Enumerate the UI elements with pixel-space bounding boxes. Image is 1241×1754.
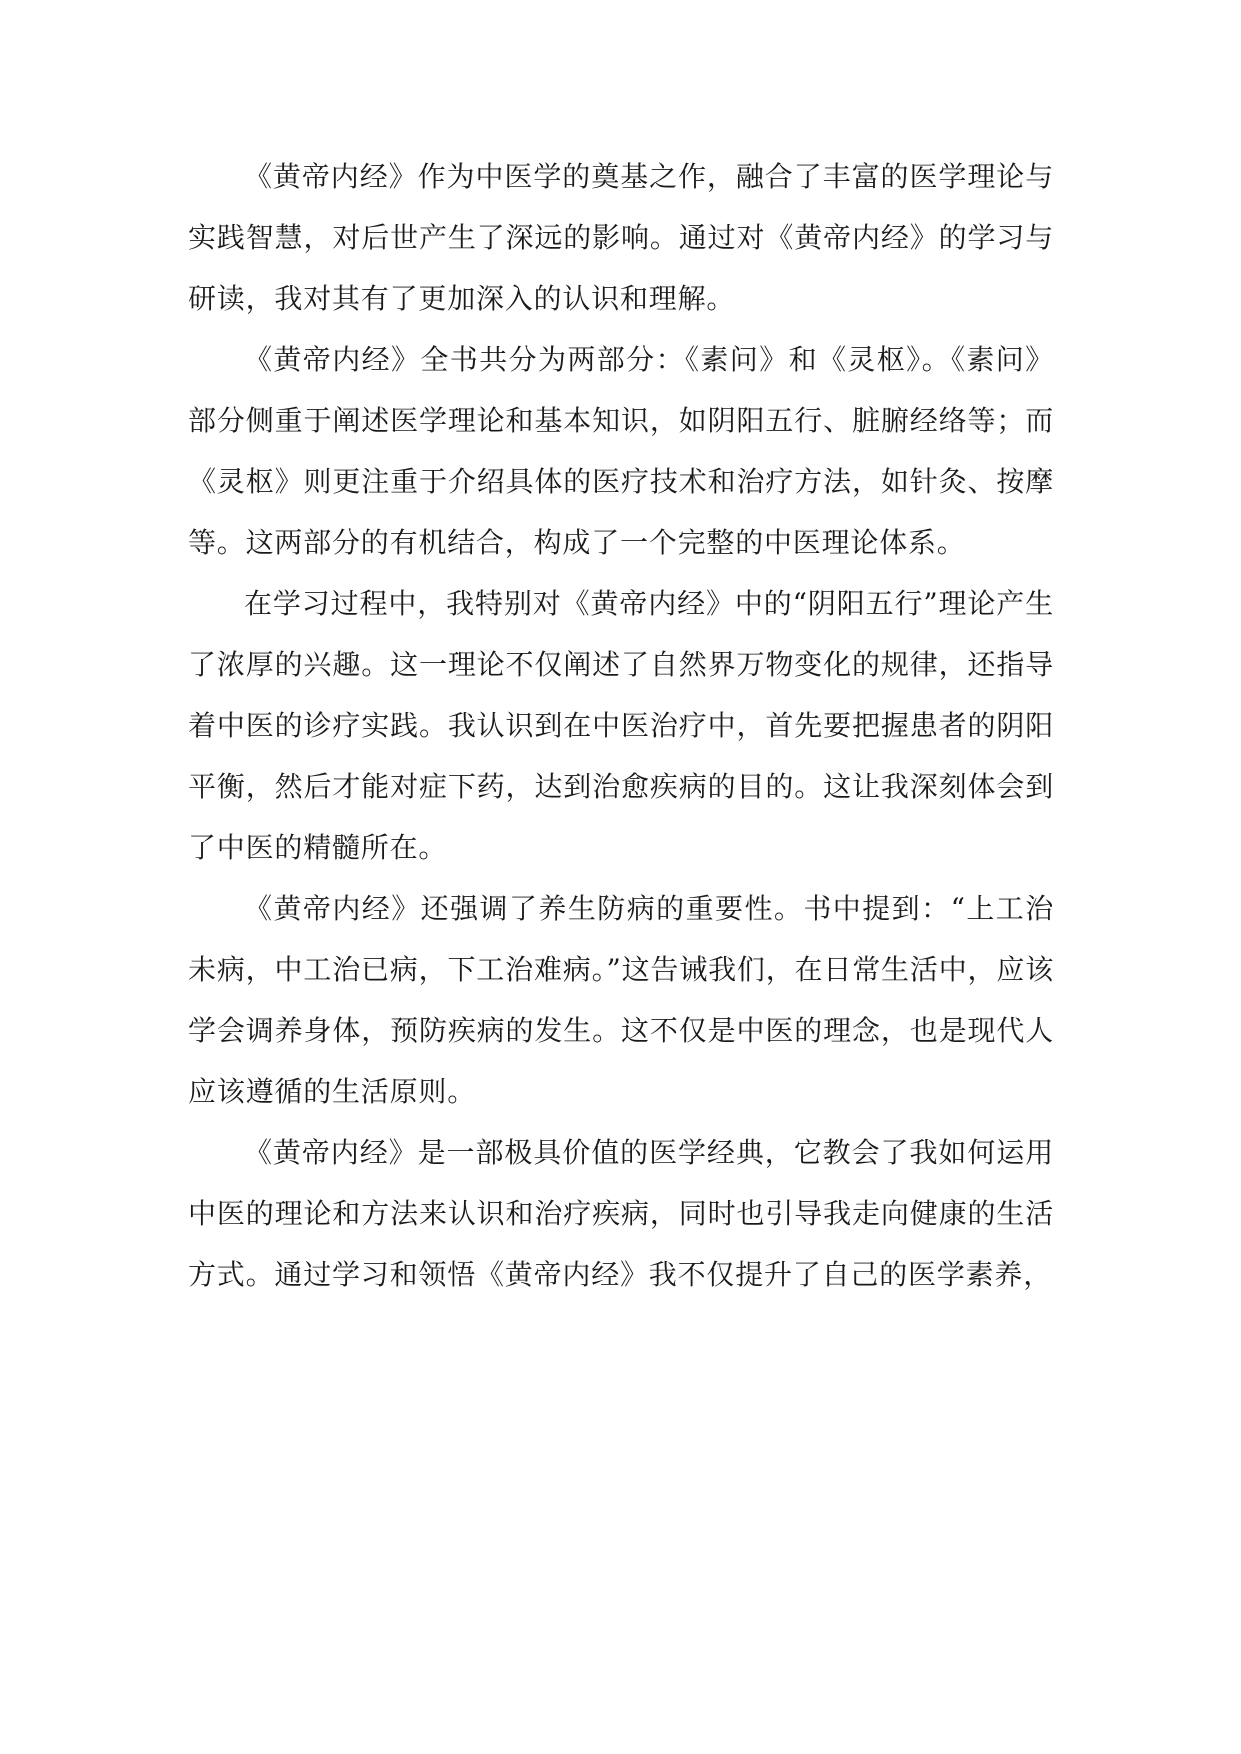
paragraph-structure: 《黄帝内经》全书共分为两部分：《素问》和《灵枢》。《素问》部分侧重于阐述医学理论和基本知识，如阴阳五行、脏腑经络等；而《灵枢》则更注重于介绍具体的医疗技术和治疗方法，如针灸、按摩等。这两部分的有机结合，构成了一个完整的中医理论体系。 bbox=[188, 343, 1054, 559]
paragraph-intro: 《黄帝内经》作为中医学的奠基之作，融合了丰富的医学理论与实践智慧，对后世产生了深远的影响。通过对《黄帝内经》的学习与研读，我对其有了更加深入的认识和理解。 bbox=[188, 160, 1054, 315]
paragraph-prevention: 《黄帝内经》还强调了养生防病的重要性。书中提到：“上工治未病，中工治已病，下工治难病。”这告诫我们，在日常生活中，应该学会调养身体，预防疾病的发生。这不仅是中医的理念，也是现代人应该遵循的生活原则。 bbox=[188, 892, 1054, 1108]
document-body bbox=[188, 146, 1054, 1305]
paragraph-conclusion: 《黄帝内经》是一部极具价值的医学经典，它教会了我如何运用中医的理论和方法来认识和治疗疾病，同时也引导我走向健康的生活方式。通过学习和领悟《黄帝内经》我不仅提升了自己的医学素养， bbox=[188, 1136, 1054, 1291]
paragraph-yin-yang: 在学习过程中，我特别对《黄帝内经》中的“阴阳五行”理论产生了浓厚的兴趣。这一理论不仅阐述了自然界万物变化的规律，还指导着中医的诊疗实践。我认识到在中医治疗中，首先要把握患者的阴阳平衡，然后才能对症下药，达到治愈疾病的目的。这让我深刻体会到了中医的精髓所在。 bbox=[188, 587, 1054, 864]
